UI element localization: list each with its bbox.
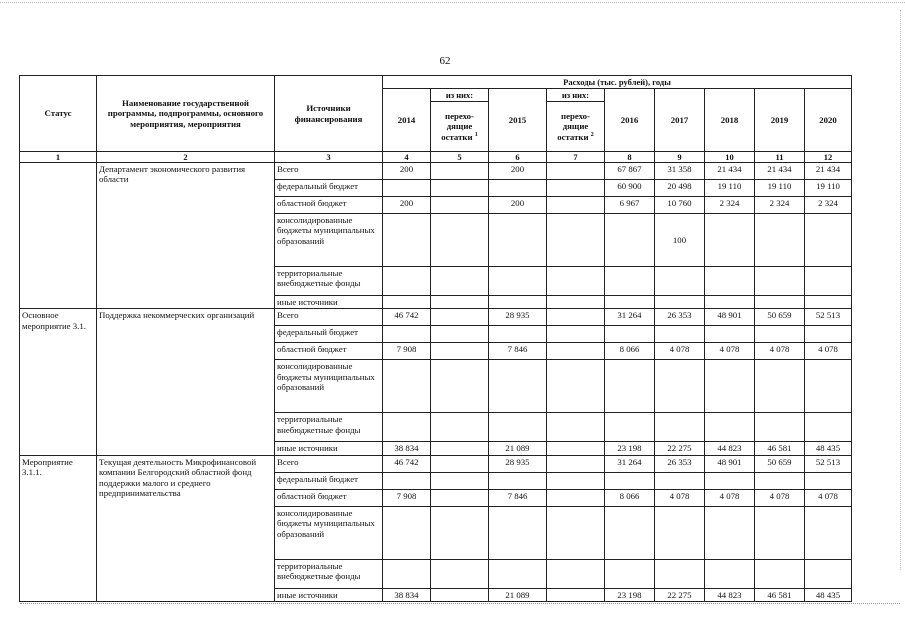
value-carryover-2 <box>547 360 605 413</box>
value-2014 <box>383 559 431 588</box>
value-2016: 23 198 <box>605 442 655 455</box>
value-2015: 200 <box>489 163 547 180</box>
value-carryover-2 <box>547 326 605 343</box>
value-2016: 31 264 <box>605 309 655 326</box>
value-carryover-2 <box>547 296 605 309</box>
value-2017: 4 078 <box>655 489 705 506</box>
column-number: 4 <box>383 152 431 163</box>
value-2018: 48 901 <box>705 309 755 326</box>
funding-source-cell: Всего <box>275 163 383 180</box>
value-2019 <box>755 267 805 296</box>
value-2015: 200 <box>489 197 547 214</box>
value-2016 <box>605 472 655 489</box>
value-2016: 23 198 <box>605 588 655 601</box>
value-carryover-1 <box>431 588 489 601</box>
value-carryover-2 <box>547 442 605 455</box>
value-2016 <box>605 214 655 267</box>
funding-source-cell: областной бюджет <box>275 197 383 214</box>
value-carryover-2 <box>547 472 605 489</box>
value-2018: 21 434 <box>705 163 755 180</box>
value-carryover-1 <box>431 326 489 343</box>
value-2020 <box>805 267 852 296</box>
header-year-2016: 2016 <box>605 89 655 152</box>
funding-source-cell: федеральный бюджет <box>275 472 383 489</box>
value-2020: 48 435 <box>805 588 852 601</box>
header-year-2020: 2020 <box>805 89 852 152</box>
value-2015 <box>489 326 547 343</box>
value-2015 <box>489 180 547 197</box>
status-cell: Мероприятие 3.1.1. <box>20 455 97 601</box>
value-2014 <box>383 360 431 413</box>
value-carryover-1 <box>431 455 489 472</box>
value-2017 <box>655 267 705 296</box>
value-2018 <box>705 360 755 413</box>
value-2016: 67 867 <box>605 163 655 180</box>
value-2019: 19 110 <box>755 180 805 197</box>
value-2017: 26 353 <box>655 309 705 326</box>
value-2020 <box>805 326 852 343</box>
column-number: 8 <box>605 152 655 163</box>
value-2017: 26 353 <box>655 455 705 472</box>
program-name-cell: Департамент экономического развития области <box>97 163 275 309</box>
funding-source-cell: территориальные внебюджетные фонды <box>275 413 383 442</box>
funding-source-cell: консолидированные бюджеты муниципальных образований <box>275 214 383 267</box>
header-carryover-1-text: перехо-дящие остатки <box>441 110 474 142</box>
value-2018 <box>705 296 755 309</box>
value-2014: 38 834 <box>383 442 431 455</box>
value-2015 <box>489 559 547 588</box>
value-carryover-2 <box>547 309 605 326</box>
funding-source-cell: иные источники <box>275 296 383 309</box>
funding-source-cell: консолидированные бюджеты муниципальных образований <box>275 506 383 559</box>
funding-source-cell: областной бюджет <box>275 489 383 506</box>
value-2015 <box>489 472 547 489</box>
scan-edge-bottom <box>20 603 900 604</box>
header-of-which-2: из них: <box>547 89 605 102</box>
table-row <box>20 309 852 326</box>
value-2019: 46 581 <box>755 442 805 455</box>
value-2016 <box>605 506 655 559</box>
value-2017: 20 498 <box>655 180 705 197</box>
value-carryover-2 <box>547 413 605 442</box>
value-2018: 44 823 <box>705 442 755 455</box>
value-2020 <box>805 506 852 559</box>
value-2015 <box>489 214 547 267</box>
value-2014 <box>383 296 431 309</box>
value-2014: 7 908 <box>383 343 431 360</box>
value-carryover-1 <box>431 489 489 506</box>
value-2015 <box>489 360 547 413</box>
value-2017: 100 <box>655 214 705 267</box>
value-2020: 2 324 <box>805 197 852 214</box>
value-2020 <box>805 472 852 489</box>
value-carryover-1 <box>431 559 489 588</box>
value-2019 <box>755 413 805 442</box>
value-2019: 50 659 <box>755 455 805 472</box>
funding-source-cell: Всего <box>275 455 383 472</box>
value-2016 <box>605 326 655 343</box>
value-carryover-1 <box>431 180 489 197</box>
value-2014: 46 742 <box>383 455 431 472</box>
header-year-2014: 2014 <box>383 89 431 152</box>
header-status: Статус <box>20 76 97 152</box>
funding-source-cell: областной бюджет <box>275 343 383 360</box>
header-year-2017: 2017 <box>655 89 705 152</box>
value-2015: 21 089 <box>489 588 547 601</box>
value-carryover-1 <box>431 163 489 180</box>
value-2014 <box>383 413 431 442</box>
value-2020 <box>805 296 852 309</box>
value-carryover-2 <box>547 506 605 559</box>
value-2015 <box>489 413 547 442</box>
column-number: 2 <box>97 152 275 163</box>
value-2014: 7 908 <box>383 489 431 506</box>
value-2015: 21 089 <box>489 442 547 455</box>
value-2014 <box>383 267 431 296</box>
header-expenses: Расходы (тыс. рублей), годы <box>383 76 852 89</box>
funding-source-cell: Всего <box>275 309 383 326</box>
value-2016 <box>605 296 655 309</box>
value-2018 <box>705 559 755 588</box>
value-2019 <box>755 326 805 343</box>
status-cell <box>20 163 97 309</box>
column-number: 1 <box>20 152 97 163</box>
budget-table <box>19 75 852 602</box>
value-2016 <box>605 559 655 588</box>
value-2019 <box>755 214 805 267</box>
funding-source-cell: территориальные внебюджетные фонды <box>275 267 383 296</box>
value-2015 <box>489 506 547 559</box>
header-of-which-1: из них: <box>431 89 489 102</box>
value-2020 <box>805 360 852 413</box>
value-2016: 31 264 <box>605 455 655 472</box>
value-2015 <box>489 267 547 296</box>
value-2017: 4 078 <box>655 343 705 360</box>
value-2018 <box>705 214 755 267</box>
funding-source-cell: иные источники <box>275 588 383 601</box>
value-2020 <box>805 214 852 267</box>
value-2018 <box>705 506 755 559</box>
value-2020: 21 434 <box>805 163 852 180</box>
column-number: 9 <box>655 152 705 163</box>
value-2018: 4 078 <box>705 343 755 360</box>
value-2015: 28 935 <box>489 309 547 326</box>
value-carryover-1 <box>431 267 489 296</box>
value-carryover-1 <box>431 506 489 559</box>
value-2018 <box>705 413 755 442</box>
header-carryover-1 <box>431 102 489 152</box>
value-2018: 44 823 <box>705 588 755 601</box>
value-2019 <box>755 296 805 309</box>
funding-source-cell: иные источники <box>275 442 383 455</box>
value-carryover-2 <box>547 180 605 197</box>
value-2020 <box>805 559 852 588</box>
value-2019: 21 434 <box>755 163 805 180</box>
value-2019 <box>755 472 805 489</box>
value-carryover-2 <box>547 343 605 360</box>
value-2016: 8 066 <box>605 489 655 506</box>
value-2015 <box>489 296 547 309</box>
funding-source-cell: территориальные внебюджетные фонды <box>275 559 383 588</box>
value-carryover-2 <box>547 163 605 180</box>
value-carryover-1 <box>431 360 489 413</box>
value-carryover-1 <box>431 214 489 267</box>
value-2020 <box>805 413 852 442</box>
column-number: 5 <box>431 152 489 163</box>
value-2019: 2 324 <box>755 197 805 214</box>
header-year-2018: 2018 <box>705 89 755 152</box>
funding-source-cell: федеральный бюджет <box>275 180 383 197</box>
value-2016 <box>605 267 655 296</box>
value-2016: 60 900 <box>605 180 655 197</box>
value-2016 <box>605 413 655 442</box>
column-number: 7 <box>547 152 605 163</box>
value-2015: 28 935 <box>489 455 547 472</box>
value-2020: 4 078 <box>805 343 852 360</box>
header-carryover-2 <box>547 102 605 152</box>
program-name-cell: Поддержка некоммерческих организаций <box>97 309 275 455</box>
value-carryover-1 <box>431 472 489 489</box>
value-2017: 22 275 <box>655 588 705 601</box>
column-number: 12 <box>805 152 852 163</box>
table-header <box>20 76 852 163</box>
value-carryover-1 <box>431 296 489 309</box>
value-2015: 7 846 <box>489 343 547 360</box>
value-2015: 7 846 <box>489 489 547 506</box>
value-2017 <box>655 296 705 309</box>
value-carryover-2 <box>547 455 605 472</box>
value-2017 <box>655 413 705 442</box>
value-2019 <box>755 506 805 559</box>
header-sources: Источники финансирования <box>275 76 383 152</box>
column-number: 11 <box>755 152 805 163</box>
status-cell: Основное мероприятие 3.1. <box>20 309 97 455</box>
footnote-2: 2 <box>590 131 594 138</box>
value-carryover-1 <box>431 343 489 360</box>
scan-edge-right <box>900 10 901 570</box>
funding-source-cell: федеральный бюджет <box>275 326 383 343</box>
scan-edge-top <box>0 2 905 3</box>
value-2014 <box>383 472 431 489</box>
value-carryover-1 <box>431 413 489 442</box>
value-carryover-2 <box>547 267 605 296</box>
value-2014: 200 <box>383 163 431 180</box>
value-2017 <box>655 506 705 559</box>
value-2020: 52 513 <box>805 455 852 472</box>
value-carryover-2 <box>547 197 605 214</box>
value-2017 <box>655 472 705 489</box>
value-carryover-1 <box>431 197 489 214</box>
footnote-1: 1 <box>474 131 478 138</box>
value-carryover-1 <box>431 309 489 326</box>
value-2016: 6 967 <box>605 197 655 214</box>
table-body <box>20 163 852 602</box>
header-carryover-2-text: перехо-дящие остатки <box>557 110 590 142</box>
value-2018: 4 078 <box>705 489 755 506</box>
value-carryover-2 <box>547 214 605 267</box>
value-2017 <box>655 559 705 588</box>
value-2014: 200 <box>383 197 431 214</box>
column-number: 6 <box>489 152 547 163</box>
value-2020: 48 435 <box>805 442 852 455</box>
value-2017 <box>655 360 705 413</box>
value-2019: 50 659 <box>755 309 805 326</box>
value-2019 <box>755 360 805 413</box>
value-2018: 48 901 <box>705 455 755 472</box>
value-2014: 46 742 <box>383 309 431 326</box>
program-name-cell: Текущая деятельность Микрофинансовой компании Белгородский областной фонд поддержки малого и среднего предпринимательства <box>97 455 275 601</box>
value-2020: 4 078 <box>805 489 852 506</box>
value-2018 <box>705 267 755 296</box>
value-carryover-2 <box>547 559 605 588</box>
funding-source-cell: консолидированные бюджеты муниципальных образований <box>275 360 383 413</box>
value-2016: 8 066 <box>605 343 655 360</box>
value-2014 <box>383 180 431 197</box>
header-name: Наименование государственной программы, подпрограммы, основного мероприятия, мероприятия <box>97 76 275 152</box>
value-2016 <box>605 360 655 413</box>
value-2014 <box>383 326 431 343</box>
value-2020: 52 513 <box>805 309 852 326</box>
value-2018 <box>705 472 755 489</box>
value-carryover-2 <box>547 489 605 506</box>
value-carryover-2 <box>547 588 605 601</box>
value-2014: 38 834 <box>383 588 431 601</box>
page-number: 62 <box>439 55 451 67</box>
value-2019: 46 581 <box>755 588 805 601</box>
value-2014 <box>383 214 431 267</box>
value-2017 <box>655 326 705 343</box>
value-2017: 31 358 <box>655 163 705 180</box>
table-row <box>20 163 852 180</box>
value-2020: 19 110 <box>805 180 852 197</box>
value-2017: 22 275 <box>655 442 705 455</box>
value-2014 <box>383 506 431 559</box>
table-row <box>20 455 852 472</box>
value-2019: 4 078 <box>755 343 805 360</box>
value-carryover-1 <box>431 442 489 455</box>
value-2019: 4 078 <box>755 489 805 506</box>
value-2018 <box>705 326 755 343</box>
value-2018: 2 324 <box>705 197 755 214</box>
value-2019 <box>755 559 805 588</box>
header-year-2019: 2019 <box>755 89 805 152</box>
value-2018: 19 110 <box>705 180 755 197</box>
column-number-row <box>20 152 852 163</box>
column-number: 3 <box>275 152 383 163</box>
value-2017: 10 760 <box>655 197 705 214</box>
column-number: 10 <box>705 152 755 163</box>
header-year-2015: 2015 <box>489 89 547 152</box>
